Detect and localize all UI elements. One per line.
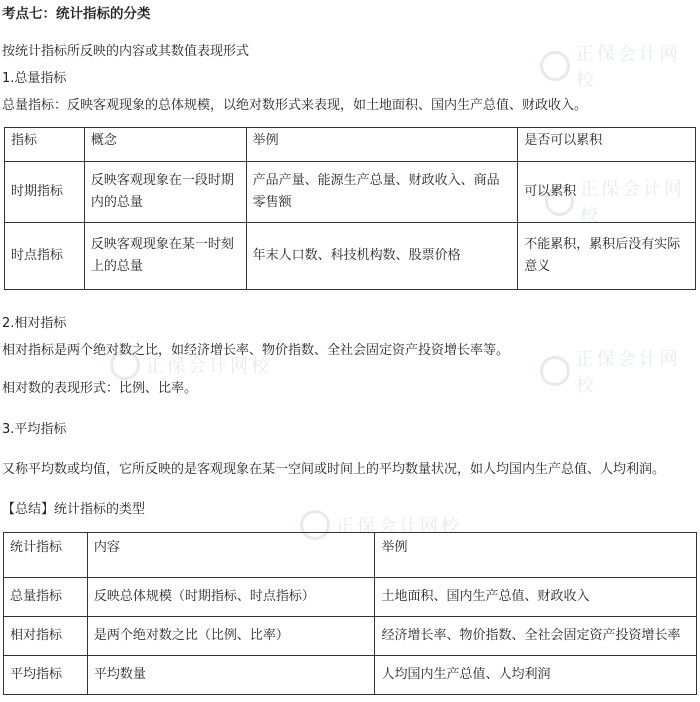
watermark-text: 正保会计网校	[575, 349, 681, 396]
summary-table	[3, 532, 697, 695]
watermark-circle-icon	[540, 51, 570, 81]
watermark-text: 正保会计网校	[579, 179, 685, 226]
average-definition: 又称平均数或均值，它所反映的是客观现象在某一空间或时间上的平均数量状况，如人均国内生产总值、人均利润。	[2, 462, 666, 477]
table-cell: 反映客观现象在某一时刻上的总量	[84, 223, 246, 290]
watermark-circle-icon	[540, 356, 570, 386]
table-header-cell: 内容	[87, 533, 375, 578]
table-header-cell: 举例	[246, 128, 518, 162]
indicator-table	[4, 127, 696, 290]
table-row	[4, 656, 697, 695]
table-cell: 人均国内生产总值、人均利润	[375, 656, 697, 695]
table-cell: 是两个绝对数之比（比例、比率）	[87, 617, 375, 656]
table-header-cell: 统计指标	[4, 533, 88, 578]
relative-definition: 相对指标是两个绝对数之比，如经济增长率、物价指数、全社会固定资产投资增长率等。	[2, 343, 510, 358]
intro-text: 按统计指标所反映的内容或其数值表现形式	[2, 44, 250, 59]
table-cell: 反映总体规模（时期指标、时点指标）	[87, 578, 375, 617]
table-cell: 平均指标	[4, 656, 88, 695]
table-row	[5, 162, 696, 223]
table-cell: 产品产量、能源生产总量、财政收入、商品零售额	[246, 162, 518, 223]
table-header-cell: 概念	[84, 128, 246, 162]
section-heading-relative: 2.相对指标	[2, 316, 67, 331]
watermark-text: 正保会计网校	[336, 516, 462, 537]
table-header-row	[5, 128, 696, 162]
total-definition: 总量指标：反映客观现象的总体规模，以绝对数形式来表现，如土地面积、国内生产总值、财政收入。	[2, 98, 588, 113]
table-cell: 反映客观现象在一段时期内的总量	[84, 162, 246, 223]
table-cell: 不能累积，累积后没有实际意义	[518, 223, 696, 290]
relative-forms: 相对数的表现形式：比例、比率。	[2, 381, 198, 396]
table-cell: 时点指标	[5, 223, 85, 290]
table-row	[4, 578, 697, 617]
table-header-cell: 是否可以累积	[518, 128, 696, 162]
table-row	[5, 223, 696, 290]
table-cell: 土地面积、国内生产总值、财政收入	[375, 578, 697, 617]
page-title: 考点七：统计指标的分类	[2, 6, 151, 22]
table-cell: 相对指标	[4, 617, 88, 656]
section-heading-average: 3.平均指标	[2, 422, 67, 437]
watermark-text: 正保会计网校	[575, 44, 681, 91]
table-cell: 可以累积	[518, 162, 696, 223]
table-header-cell: 举例	[375, 533, 697, 578]
summary-heading: 【总结】统计指标的类型	[2, 502, 146, 517]
table-row	[4, 617, 697, 656]
watermark-text: 正保会计网校	[146, 356, 272, 377]
watermark-logo	[540, 40, 700, 92]
table-cell: 平均数量	[87, 656, 375, 695]
table-cell: 年末人口数、科技机构数、股票价格	[246, 223, 518, 290]
table-cell: 经济增长率、物价指数、全社会固定资产投资增长率	[375, 617, 697, 656]
section-heading-total: 1.总量指标	[2, 71, 67, 86]
table-cell: 时期指标	[5, 162, 85, 223]
table-header-row	[4, 533, 697, 578]
table-cell: 总量指标	[4, 578, 88, 617]
table-header-cell: 指标	[5, 128, 85, 162]
watermark-logo	[540, 345, 700, 397]
